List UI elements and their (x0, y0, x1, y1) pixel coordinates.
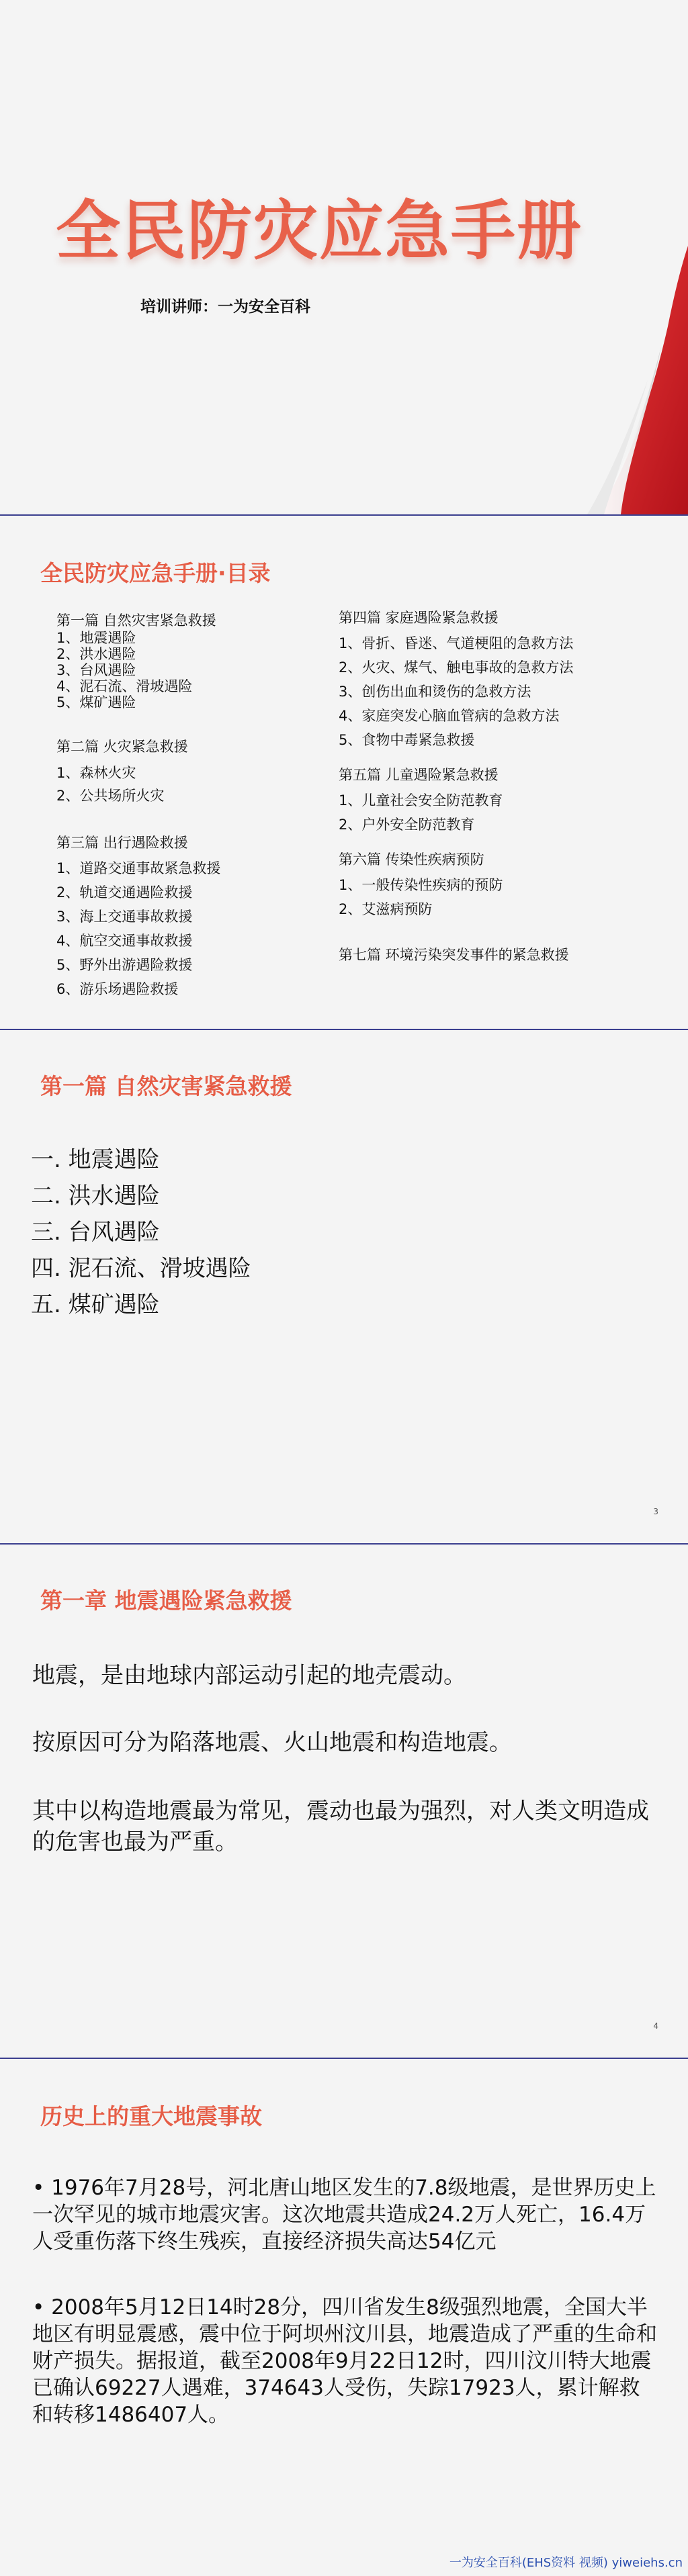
toc-item: 5、食物中毒紧急救援 (339, 732, 475, 748)
list-item: 五. 煤矿遇险 (31, 1291, 160, 1318)
paragraph: 其中以构造地震最为常见，震动也最为强烈，对人类文明造成的危害也最为严重。 (32, 1798, 649, 1855)
part1-list (31, 1142, 251, 1323)
list-item: 一. 地震遇险 (31, 1146, 160, 1173)
toc-item: 6、游乐场遇险救援 (56, 981, 179, 997)
toc-item: 5、煤矿遇险 (56, 694, 136, 710)
toc-right-group-4 (339, 608, 634, 752)
toc-item: 5、野外出游遇险救援 (56, 957, 193, 973)
toc-group-head: 第三篇 出行遇险救援 (56, 835, 188, 851)
chapter1-title: 第一章 地震遇险紧急救援 (40, 1588, 292, 1614)
toc-item: 1、骨折、昏迷、气道梗阻的急救方法 (339, 635, 574, 651)
toc-item: 4、泥石流、滑坡遇险 (56, 678, 193, 694)
toc-slide (0, 516, 688, 1029)
history-slide (0, 2059, 688, 2576)
toc-item: 4、航空交通事故救援 (56, 933, 193, 949)
list-item: 四. 泥石流、滑坡遇险 (31, 1255, 251, 1282)
bullet-item: • 1976年7月28号，河北唐山地区发生的7.8级地震，是世界历史上一次罕见的城市地震灾害。这次地震共造成24.2万人死亡，16.4万人受重伤落下终生残疾，直接经济损失高达54亿元 (32, 2176, 656, 2254)
cover-subtitle: 培训讲师：一为安全百科 (140, 298, 310, 316)
toc-group-head: 第五篇 儿童遇险紧急救援 (339, 767, 499, 783)
part1-slide (0, 1030, 688, 1543)
toc-item: 1、森林火灾 (56, 765, 136, 781)
toc-item: 1、一般传染性疾病的预防 (339, 877, 503, 893)
paragraph: 按原因可分为陷落地震、火山地震和构造地震。 (32, 1729, 512, 1756)
toc-item: 3、海上交通事故救援 (56, 909, 193, 925)
toc-item: 2、艾滋病预防 (339, 901, 433, 917)
toc-left-group-3 (56, 835, 352, 1001)
page-number: 3 (653, 1507, 658, 1516)
toc-group-head: 第二篇 火灾紧急救援 (56, 739, 188, 755)
cover-title: 全民防灾应急手册 (56, 193, 583, 269)
page-curl-graphic (533, 246, 688, 514)
toc-item: 2、火灾、煤气、触电事故的急救方法 (339, 659, 574, 676)
toc-right-group-7 (339, 946, 634, 968)
toc-item: 1、儿童社会安全防范教育 (339, 792, 503, 809)
toc-item: 1、地震遇险 (56, 630, 136, 646)
cover-slide (0, 0, 688, 514)
toc-item: 3、台风遇险 (56, 662, 136, 678)
paragraph: 地震，是由地球内部运动引起的地壳震动。 (32, 1662, 466, 1689)
list-item: 二. 洪水遇险 (31, 1183, 160, 1209)
part1-title: 第一篇 自然灾害紧急救援 (40, 1073, 292, 1099)
toc-left-group-2 (56, 739, 352, 807)
toc-right-group-6 (339, 850, 634, 921)
toc-item: 2、洪水遇险 (56, 646, 136, 662)
bullet-item: • 2008年5月12日14时28分，四川省发生8级强烈地震，全国大半地区有明显震感，震中位于阿坝州汶川县，地震造成了严重的生命和财产损失。据报道，截至2008年9月22日12时，四川汶川特大地震已确认69227人遇难，374643人受伤，失踪17923人，累计解救和转移1486407人。 (32, 2295, 657, 2427)
toc-group-head: 第七篇 环境污染突发事件的紧急救援 (339, 947, 569, 963)
toc-item: 2、户外安全防范教育 (339, 817, 475, 833)
toc-group-head: 第六篇 传染性疾病预防 (339, 852, 484, 868)
toc-group-head: 第四篇 家庭遇险紧急救援 (339, 610, 499, 626)
toc-group-head: 第一篇 自然灾害紧急救援 (56, 612, 216, 629)
history-title: 历史上的重大地震事故 (40, 2103, 262, 2129)
toc-right-group-5 (339, 766, 634, 837)
toc-item: 2、公共场所火灾 (56, 788, 165, 804)
chapter1-slide (0, 1545, 688, 2058)
toc-item: 3、创伤出血和烫伤的急救方法 (339, 684, 531, 700)
toc-item: 4、家庭突发心脑血管病的急救方法 (339, 708, 560, 724)
toc-item: 2、轨道交通遇险救援 (56, 884, 193, 901)
toc-title: 全民防灾应急手册·目录 (40, 560, 271, 586)
list-item: 三. 台风遇险 (31, 1219, 160, 1246)
toc-left-group-1 (56, 612, 352, 710)
page-number: 4 (653, 2021, 658, 2031)
toc-item: 1、道路交通事故紧急救援 (56, 860, 221, 876)
footer-watermark: 一为安全百科(EHS资料 视频) yiweiehs.cn (449, 2556, 683, 2570)
